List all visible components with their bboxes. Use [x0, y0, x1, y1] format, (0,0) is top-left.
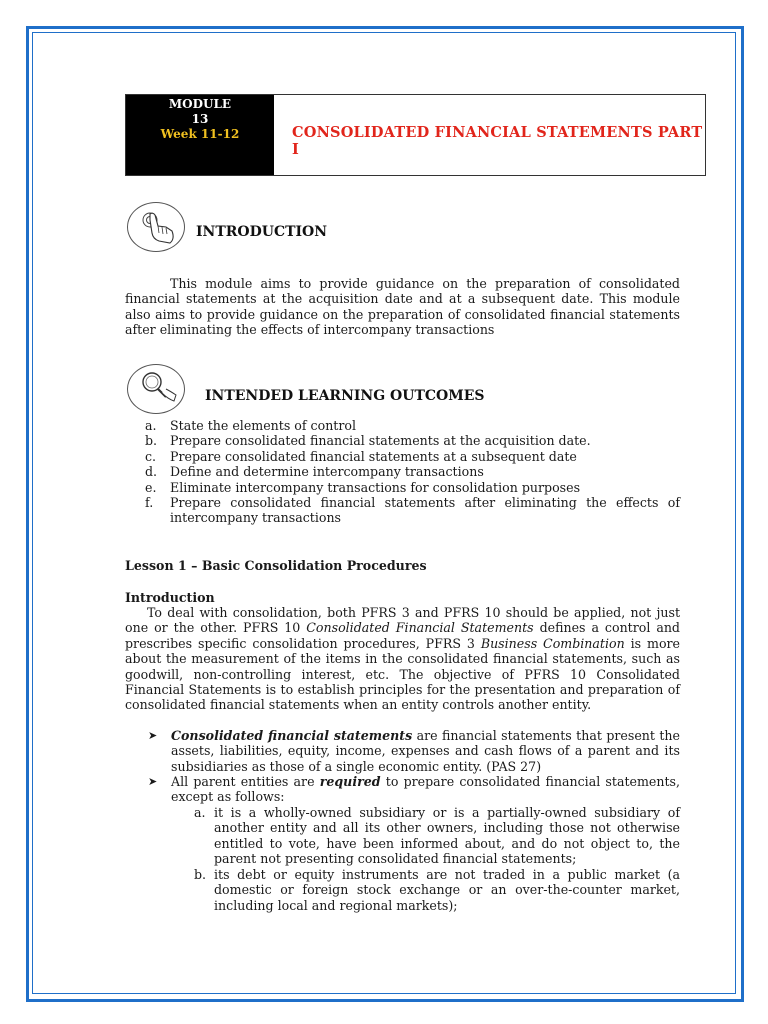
introduction-paragraph [125, 276, 680, 338]
bullet-parent-requirement: ➤ All parent entities are required to prepare consolidated financial statements, except as follows: [148, 774, 680, 805]
arrow-bullet-icon: ➤ [148, 775, 158, 788]
list-item: a. State the elements of control [145, 418, 356, 433]
introduction-text: This module aims to provide guidance on the preparation of consolidated financial statements at the acquisition date and at a subsequent date. This module also aims to provide guidance on the preparation of consolidated financial statements after eliminating the effects of intercompany transactions [125, 276, 680, 338]
bullet-consolidated-definition: ➤ Consolidated financial statements are financial statements that present the assets, liabilities, equity, income, expenses and cash flows of a parent and its subsidiaries as those of a single economic entity. (PAS 27) [148, 728, 680, 774]
list-item: f. Prepare consolidated financial statements after eliminating the effects of intercompany transactions [145, 495, 680, 526]
module-week: Week 11-12 [160, 127, 240, 141]
lesson-title: Lesson 1 – Basic Consolidation Procedures [125, 558, 427, 573]
magnifier-hand-icon [127, 364, 185, 414]
module-number: 13 [191, 112, 209, 126]
module-header [125, 94, 706, 176]
list-item: b. Prepare consolidated financial statements at the acquisition date. [145, 433, 591, 449]
arrow-bullet-icon: ➤ [148, 729, 158, 742]
introduction-heading: INTRODUCTION [196, 224, 328, 240]
module-label: MODULE [168, 97, 232, 111]
exception-b: b. its debt or equity instruments are not traded in a public market (a domestic or foreign stock exchange or an over-the-counter market, including local and regional markets); [194, 867, 680, 913]
outcomes-list [145, 418, 680, 526]
list-item: c. Prepare consolidated financial statements at a subsequent date [145, 448, 577, 464]
module-badge [126, 95, 274, 175]
module-title: CONSOLIDATED FINANCIAL STATEMENTS PART I [292, 124, 703, 158]
list-item: d. Define and determine intercompany transactions [145, 464, 484, 480]
pointing-hand-icon [127, 202, 185, 252]
outcomes-heading: INTENDED LEARNING OUTCOMES [205, 388, 485, 404]
lesson-intro-heading: Introduction [125, 590, 215, 605]
list-item: e. Eliminate intercompany transactions for consolidation purposes [145, 479, 581, 495]
lesson-paragraph: To deal with consolidation, both PFRS 3 and PFRS 10 should be applied, not just one or the other. PFRS 10 Consolidated Financial Statements defines a control and prescribes specific consolidation procedures, PFRS 3 Business Combination is more about the measurement of the items in the consolidated financial statements, such as goodwill, non-controlling interest, etc. The objective of PFRS 10 Consolidated Financial Statements is to establish principles for the presentation and preparation of consolidated financial statements when an entity controls another entity. [125, 605, 681, 713]
exception-a: a. it is a wholly-owned subsidiary or is a partially-owned subsidiary of another entity and all its other owners, including those not otherwise entitled to vote, have been informed about, and do not object to, the parent not presenting consolidated financial statements; [194, 805, 680, 867]
